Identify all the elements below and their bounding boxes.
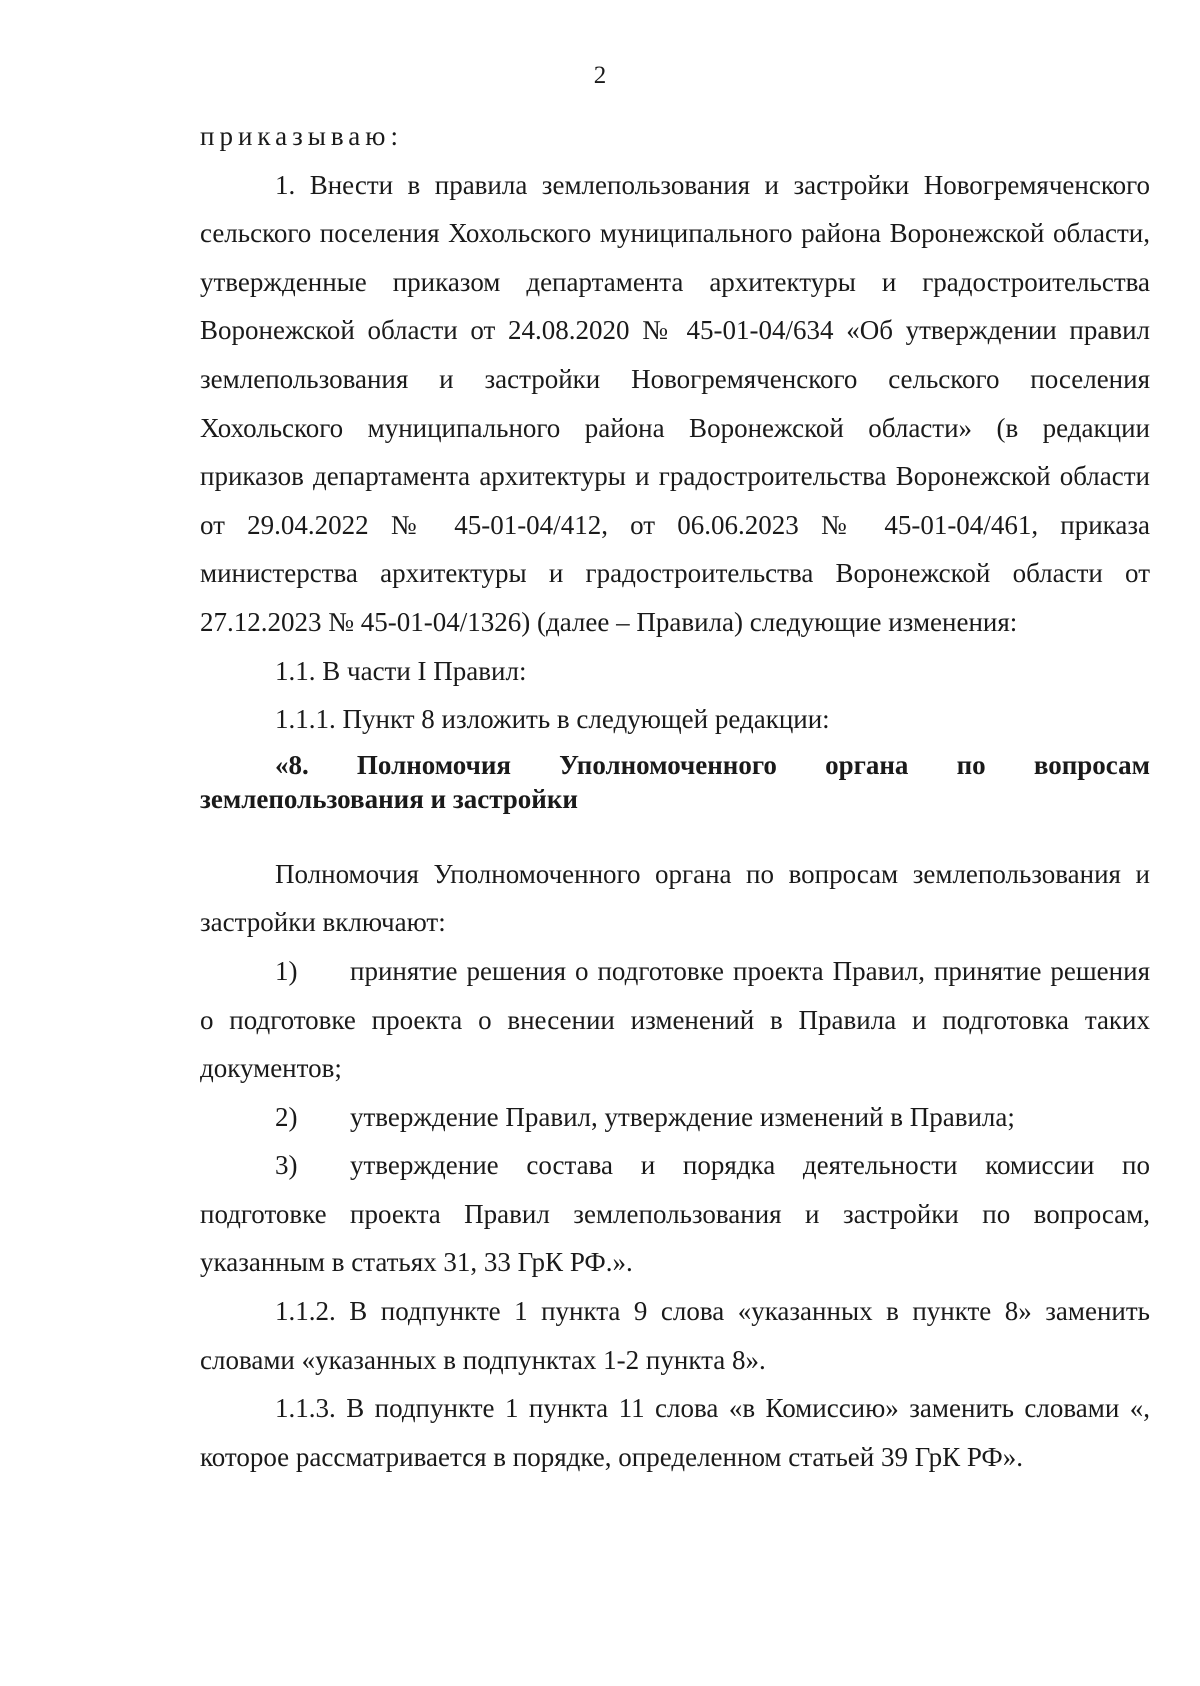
list-item-text: утверждение Правил, утверждение изменений в Правила; bbox=[350, 1101, 1015, 1132]
paragraph-1: 1. Внести в правила землепользования и застройки Новогремяченского сельского поселения Хохольского муниципального района Воронежской области, утвержденные приказом департамента архитектуры и градостроительства Воронежской области от 24.08.2020 № 45-01-04/634 «Об утверждении правил землепользования и застройки Новогремяченского сельского поселения Хохольского муниципального района Воронежской области» (в редакции приказов департамента архитектуры и градостроительства Воронежской области от 29.04.2022 № 45-01-04/412, от 06.06.2023 № 45-01-04/461, приказа министерства архитектуры и градостроительства Воронежской области от 27.12.2023 № 45-01-04/1326) (далее – Правила) следующие изменения: bbox=[200, 169, 1150, 637]
list-item bbox=[200, 1093, 1150, 1142]
list-item-number: 2) bbox=[275, 1101, 298, 1132]
paragraph-1-1-1: 1.1.1. Пункт 8 изложить в следующей редакции: bbox=[275, 704, 830, 735]
list-item-text: принятие решения о подготовке проекта Правил, принятие решения о подготовке проекта о внесении изменений в Правила и подготовка таких документов; bbox=[200, 955, 1150, 1084]
list-item bbox=[200, 947, 1150, 1093]
document-body bbox=[200, 112, 1150, 1481]
paragraph-1-1: 1.1. В части I Правил: bbox=[275, 655, 527, 686]
page-number: 2 bbox=[593, 62, 607, 89]
section-heading: «8. Полномочия Уполномоченного органа по вопросам землепользования и застройки bbox=[200, 749, 1150, 814]
list-item-number: 1) bbox=[275, 955, 298, 986]
list-item-number: 3) bbox=[275, 1150, 298, 1181]
list-item bbox=[200, 1141, 1150, 1287]
paragraph-1-1-2: 1.1.2. В подпункте 1 пункта 9 слова «указанных в пункте 8» заменить словами «указанных в подпунктах 1-2 пункта 8». bbox=[200, 1296, 1150, 1375]
order-lead: приказываю: bbox=[200, 121, 403, 151]
paragraph-intro: Полномочия Уполномоченного органа по вопросам землепользования и застройки включают: bbox=[200, 858, 1150, 938]
list-item-text: утверждение состава и порядка деятельности комиссии по подготовке проекта Правил землепользования и застройки по вопросам, указанным в статьях 31, 33 ГрК РФ.». bbox=[200, 1150, 1150, 1278]
paragraph-1-1-3: 1.1.3. В подпункте 1 пункта 11 слова «в Комиссию» заменить словами «, которое рассматривается в порядке, определенном статьей 39 ГрК РФ». bbox=[200, 1393, 1150, 1472]
